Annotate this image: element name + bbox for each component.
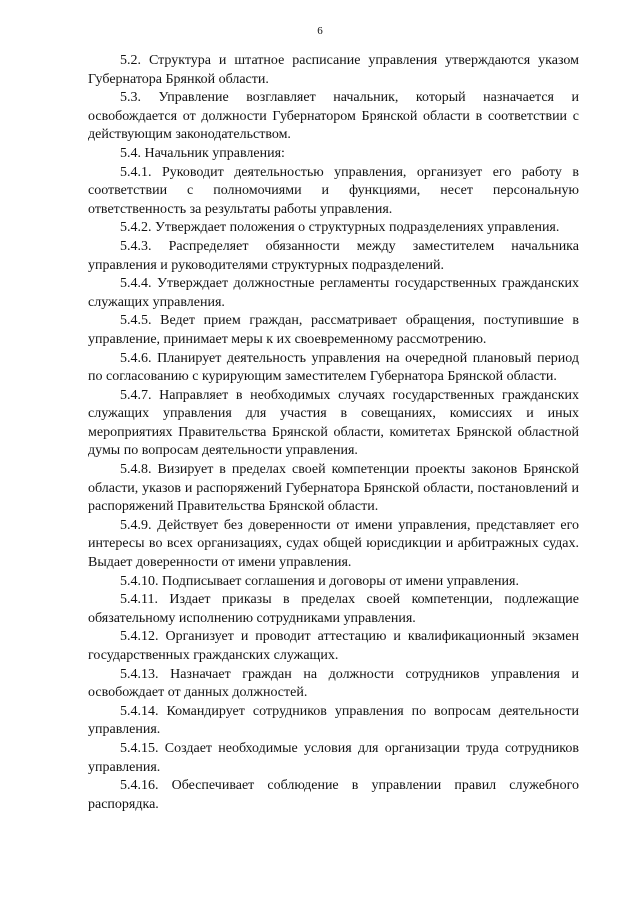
paragraph-5-3: 5.3. Управление возглавляет начальник, который назначается и освобождается от должности Губернатором Брянской области в соответствии с действующим законодательством. [88,90,579,143]
paragraph-5-4-15: 5.4.15. Создает необходимые условия для организации труда сотрудников управления. [88,740,579,775]
paragraph-5-4-6: 5.4.6. Планирует деятельность управления на очередной плановый период по согласованию с курирующим заместителем Губернатора Брянской области. [88,350,579,385]
paragraph-5-4-10: 5.4.10. Подписывает соглашения и договоры от имени управления. [120,573,519,589]
paragraph-5-4: 5.4. Начальник управления: [120,145,285,161]
paragraph-5-4-7: 5.4.7. Направляет в необходимых случаях государственных гражданских служащих управления для участия в совещаниях, комиссиях и иных мероприятиях Правительства Брянской области, комитетах Брянской областной думы по вопросам деятельности управления. [88,387,579,459]
paragraph-5-4-3: 5.4.3. Распределяет обязанности между заместителем начальника управления и руководителями структурных подразделений. [88,238,579,273]
paragraph-5-4-16: 5.4.16. Обеспечивает соблюдение в управлении правил служебного распорядка. [88,778,579,812]
document-body [88,52,579,814]
paragraph-5-4-14: 5.4.14. Командирует сотрудников управления по вопросам деятельности управления. [88,703,579,738]
paragraph-5-4-11: 5.4.11. Издает приказы в пределах своей компетенции, подлежащие обязательному исполнению сотрудниками управления. [88,592,579,626]
paragraph-5-4-8: 5.4.8. Визирует в пределах своей компетенции проекты законов Брянской области, указов и распоряжений Губернатора Брянской области, постановлений и распоряжений Правительства Брянской области. [88,462,579,515]
paragraph-5-4-9: 5.4.9. Действует без доверенности от имени управления, представляет его интересы во всех организациях, судах общей юрисдикции и арбитражных судах. Выдает доверенности от имени управления. [88,517,579,571]
paragraph-5-4-4: 5.4.4. Утверждает должностные регламенты государственных гражданских служащих управления. [88,276,579,310]
paragraph-5-4-13: 5.4.13. Назначает граждан на должности сотрудников управления и освобождает от данных должностей. [88,666,579,701]
paragraph-5-4-12: 5.4.12. Организует и проводит аттестацию и квалификационный экзамен государственных гражданских служащих. [88,629,579,663]
paragraph-5-2: 5.2. Структура и штатное расписание управления утверждаются указом Губернатора Брянкой области. [88,53,579,87]
paragraph-5-4-5: 5.4.5. Ведет прием граждан, рассматривает обращения, поступившие в управление, принимает меры к их своевременному рассмотрению. [88,313,579,347]
paragraph-5-4-2: 5.4.2. Утверждает положения о структурных подразделениях управления. [120,220,560,236]
page-number: 6 [317,25,323,37]
paragraph-5-4-1: 5.4.1. Руководит деятельностью управления, организует его работу в соответствии с полномочиями и функциями, несет персональную ответственность за результаты работы управления. [88,164,579,217]
